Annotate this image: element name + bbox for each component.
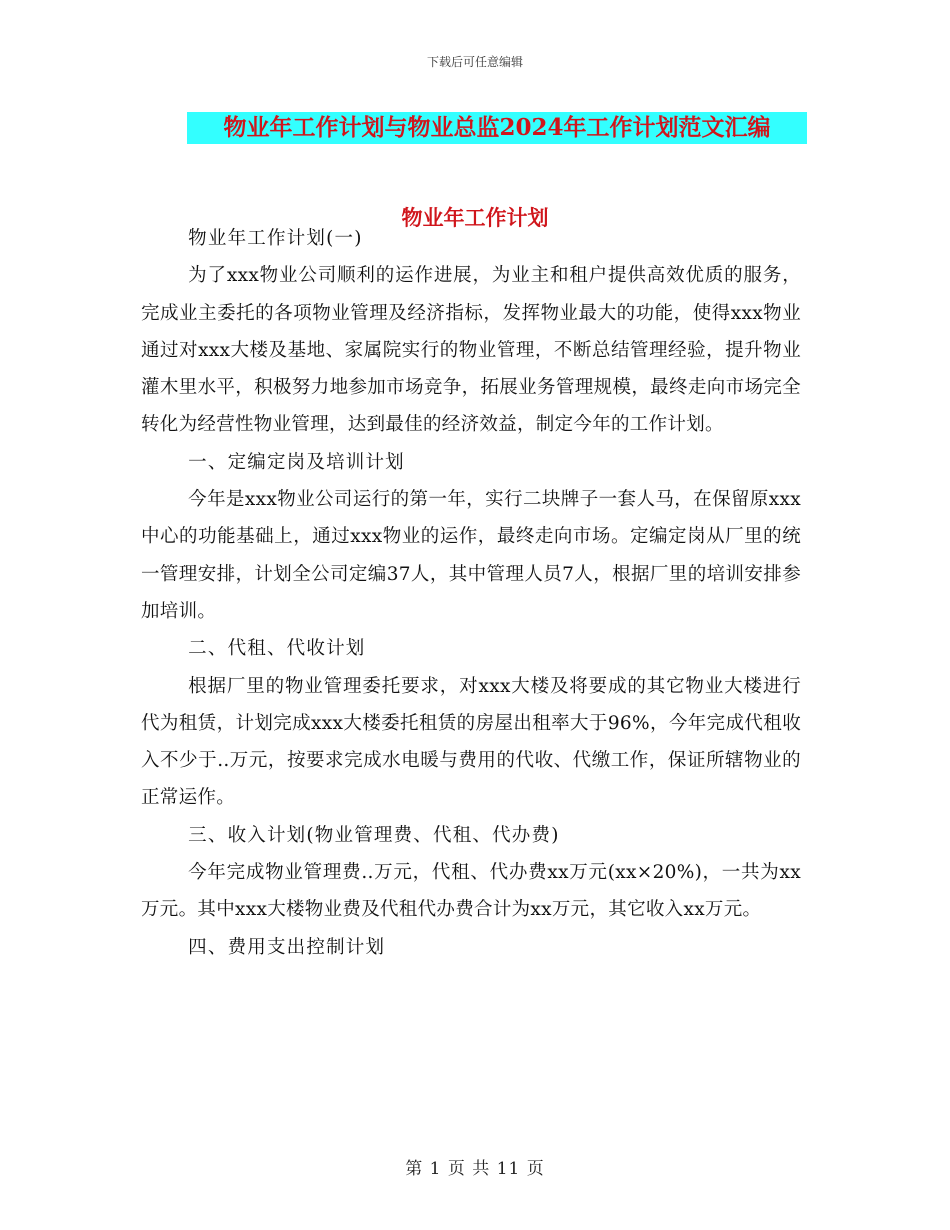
- page-indicator: 第 1 页 共 11 页: [405, 1159, 545, 1179]
- section-title: 物业年工作计划: [401, 205, 549, 230]
- document-body: [141, 220, 801, 966]
- body-paragraph: 为了xxx物业公司顺利的运作进展，为业主和租户提供高效优质的服务，完成业主委托的各项物业管理及经济指标，发挥物业最大的功能，使得xxx物业通过对xxx大楼及基地、家属院实行的物业管理，不断总结管理经验，提升物业灌木里水平，积极努力地参加市场竞争，拓展业务管理规模，最终走向市场完全转化为经营性物业管理，达到最佳的经济效益，制定今年的工作计划。: [141, 265, 801, 436]
- subsection-heading: 四、费用支出控制计划: [188, 936, 386, 958]
- subsection-heading: 一、定编定岗及培训计划: [188, 451, 405, 473]
- subsection-heading: 二、代租、代收计划: [188, 638, 366, 660]
- body-paragraph: 今年完成物业管理费..万元，代租、代办费xx万元(xx×20%)，一共为xx万元。其中xxx大楼物业费及代租代办费合计为xx万元，其它收入xx万元。: [141, 862, 801, 921]
- body-paragraph: 今年是xxx物业公司运行的第一年，实行二块牌子一套人马，在保留原xxx中心的功能基础上，通过xxx物业的运作，最终走向市场。定编定岗从厂里的统一管理安排，计划全公司定编37人，其中管理人员7人，根据厂里的培训安排参加培训。: [141, 489, 801, 622]
- body-paragraph: 根据厂里的物业管理委托要求，对xxx大楼及将要成的其它物业大楼进行代为租赁，计划完成xxx大楼委托租赁的房屋出租率大于96%，今年完成代租收入不少于..万元，按要求完成水电暖与费用的代收、代缴工作，保证所辖物业的正常运作。: [141, 675, 801, 809]
- header-note: 下载后可任意编辑: [426, 55, 523, 69]
- subsection-heading: 物业年工作计划(一): [188, 228, 363, 249]
- subsection-heading: 三、收入计划(物业管理费、代租、代办费): [188, 824, 560, 846]
- document-title: 物业年工作计划与物业总监2024年工作计划范文汇编: [187, 112, 807, 144]
